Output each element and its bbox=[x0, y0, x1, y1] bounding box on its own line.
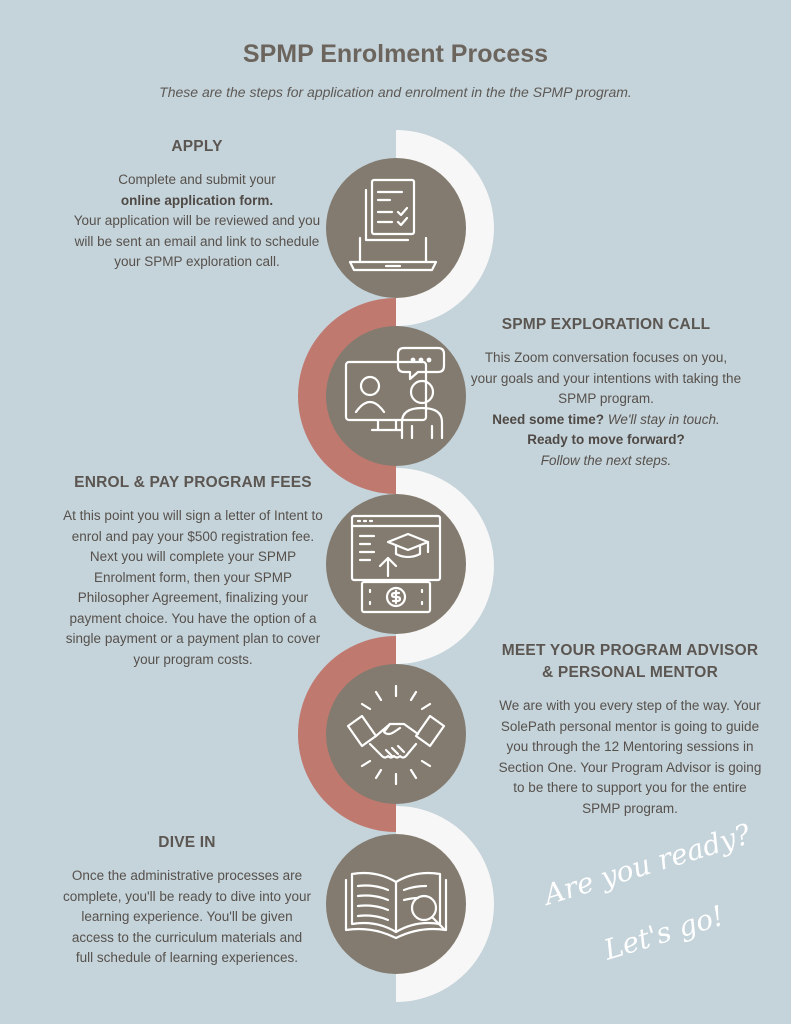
step-exploration-body bbox=[470, 348, 742, 471]
step-apply-title: APPLY bbox=[171, 138, 223, 155]
step-exploration-q1: Need some time? bbox=[492, 411, 605, 427]
step-enrol-description: At this point you will sign a letter of Intent to enrol and pay your $500 registration fee. Next you will complete your SPMP Enrolment form, then your SPMP Philosopher Agreement, finalizing your payment choice. You have the option of a single payment or a payment plan to cover your program costs. bbox=[63, 508, 323, 667]
step-apply-description: Your application will be reviewed and you will be sent an email and link to schedule your SPMP exploration call. bbox=[73, 213, 321, 269]
step-exploration-a2: Follow the next steps. bbox=[540, 452, 672, 468]
step-exploration-q2: Ready to move forward? bbox=[527, 432, 685, 447]
laptop-checklist-icon bbox=[326, 158, 466, 298]
step-apply-link-text: online application form. bbox=[120, 192, 274, 208]
step-meet-advisor bbox=[494, 640, 766, 819]
step-exploration-a1: We'll stay in touch. bbox=[607, 411, 720, 427]
step-enrol-title: ENROL & PAY PROGRAM FEES bbox=[74, 474, 312, 491]
page-title: SPMP Enrolment Process bbox=[242, 40, 549, 68]
graduation-payment-icon bbox=[326, 494, 466, 634]
step-advisor-title: MEET YOUR PROGRAM ADVISOR & PERSONAL MENTOR bbox=[501, 642, 759, 681]
step-enrol-pay bbox=[58, 472, 328, 670]
handshake-icon bbox=[326, 664, 466, 804]
step-exploration-call bbox=[470, 314, 742, 471]
step-exploration-title: SPMP EXPLORATION CALL bbox=[501, 316, 711, 333]
step-apply-body bbox=[66, 170, 328, 273]
tagline-lets-go: Let's go! bbox=[600, 898, 728, 967]
video-call-icon bbox=[326, 326, 466, 466]
tagline-are-you-ready: Are you ready? bbox=[540, 817, 755, 912]
step-advisor-description: We are with you every step of the way. Your SolePath personal mentor is going to guide you through the 12 Mentoring sessions in Section One. Your Program Advisor is going to be there to support you for the entire SPMP program. bbox=[498, 698, 762, 816]
step-dive-in-title: DIVE IN bbox=[158, 834, 216, 851]
step-dive-in bbox=[62, 832, 312, 969]
step-exploration-description: This Zoom conversation focuses on you, your goals and your intentions with taking the SPMP program. bbox=[470, 350, 742, 406]
page-subtitle: These are the steps for application and enrolment in the the SPMP program. bbox=[159, 84, 632, 100]
book-search-icon bbox=[326, 834, 466, 974]
step-apply bbox=[66, 136, 328, 273]
step-dive-in-description: Once the administrative processes are complete, you'll be ready to dive into your learning experience. You'll be given access to the curriculum materials and full schedule of learning experiences. bbox=[63, 868, 311, 965]
step-apply-line1: Complete and submit your bbox=[118, 172, 276, 187]
